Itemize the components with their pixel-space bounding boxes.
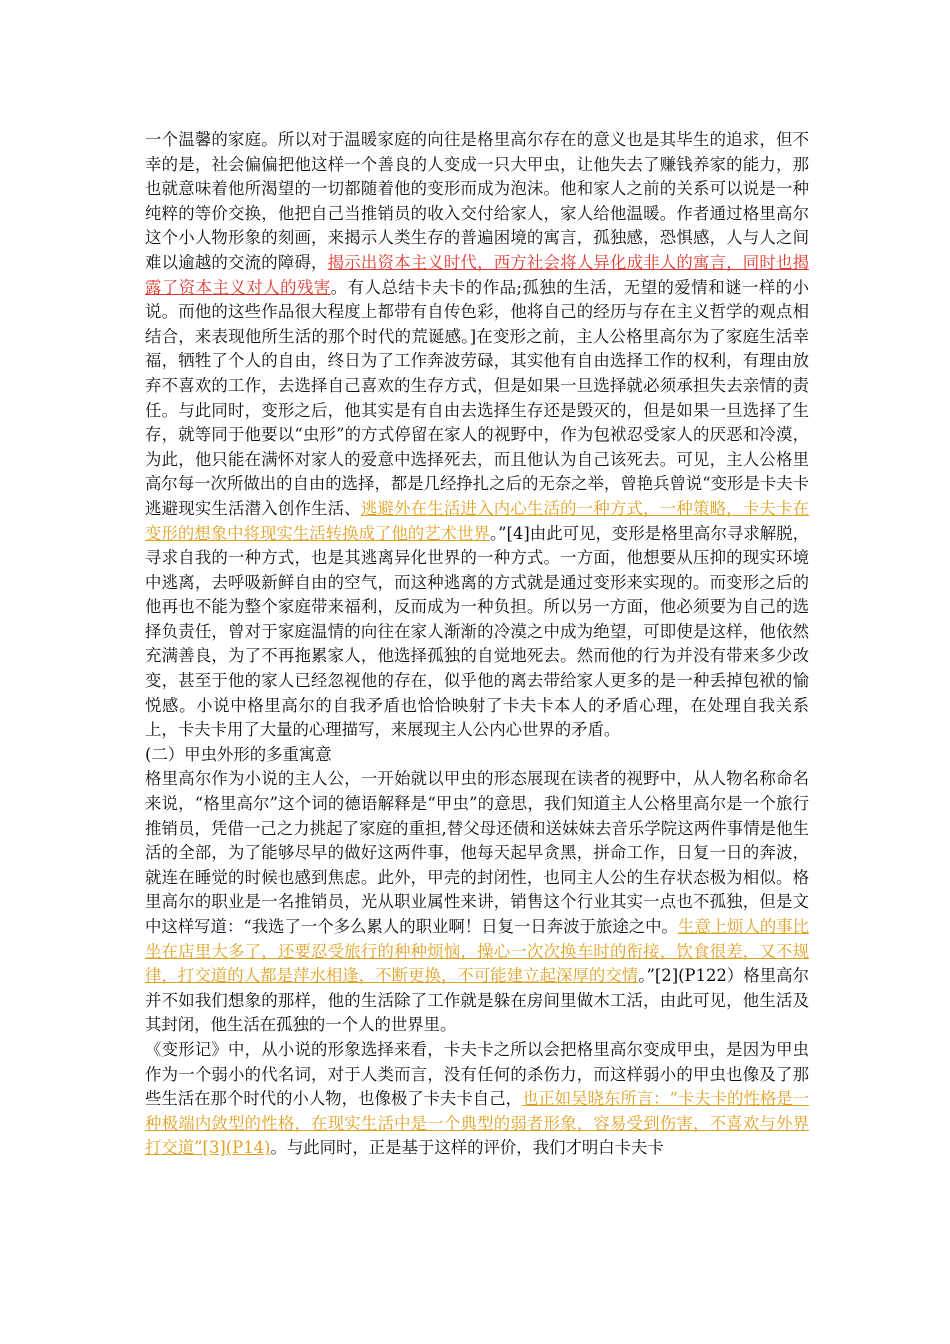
heading-text: (二）甲虫外形的多重寓意 xyxy=(145,744,332,764)
paragraph-1 xyxy=(145,128,809,743)
paragraph-2 xyxy=(145,767,809,1038)
highlight-gold-quote: 生意上烦人的事比坐在店里大多了，还要忍受旅行的种种烦恼，操心一次次换车时的衔接，饮食很差，又不规律，打交道的人都是萍水相逢，不断更换，不可能建立起深厚的交情 xyxy=(145,917,810,986)
section-heading xyxy=(145,743,809,768)
highlight-red-quote: 揭示出资本主义时代，西方社会将人异化成非人的寓言，同时也揭露了资本主义对人的残害 xyxy=(145,252,810,297)
paragraph-3 xyxy=(145,1038,809,1161)
document-body xyxy=(145,128,809,1161)
text-run: 一个温馨的家庭。所以对于温暖家庭的向往是格里高尔存在的意义也是其毕生的追求，但不幸的是，社会偏偏把他这样一个善良的人变成一只大甲虫，让他失去了赚钱养家的能力，那也就意味着他所渴望的一切都随着他的变形而成为泡沫。他和家人之前的关系可以说是一种纯粹的等价交换，他把自己当推销员的收入交付给家人，家人给他温暖。作者通过格里高尔这个小人物形象的刻画，来揭示人类生存的普遍困境的寓言，孤独感，恐惧感，人与人之间难以逾越的交流的障碍， xyxy=(145,130,809,272)
text-run: 。有人总结卡夫卡的作品;孤独的生活，无望的爱情和谜一样的小说。而他的这些作品很大程度上都带有自传色彩，他将自己的经历与存在主义哲学的观点相结合，来表现他所生活的那个时代的荒诞感。]在变形之前，主人公格里高尔为了家庭生活幸福，牺牲了个人的自由，终日为了工作奔波劳碌，其实他有自由选择工作的权利，有理由放弃不喜欢的工作，去选择自己喜欢的生存方式，但是如果一旦选择就必须承担失去亲情的责任。与此同时，变形之后，他其实是有自由去选择生存还是毁灭的，但是如果一旦选择了生存，就等同于他要以“虫形”的方式停留在家人的视野中，作为包袱忍受家人的厌恶和冷漠，为此，他只能在满怀对家人的爱意中选择死去，而且他认为自己该死去。可见，主人公格里高尔每一次所做出的自由的选择，都是几经挣扎之后的无奈之举，曾艳兵曾说“变形是卡夫卡逃避现实生活潜入创作生活、 xyxy=(145,277,810,518)
text-run: 。与此同时，正是基于这样的评价，我们才明白卡夫卡 xyxy=(270,1138,664,1158)
text-run: 《变形记》中，从小说的形象选择来看，卡夫卡之所以会把格里高尔变成甲虫，是因为甲虫作为一个弱小的代名词，对于人类而言，没有任何的杀伤力，而这样弱小的甲虫也像及了那些生活在那个时代的小人物，也像极了卡夫卡自己， xyxy=(145,1039,809,1109)
highlight-gold-quote: 也正如吴晓东所言：“卡夫卡的性格是一种极端内敛型的性格，在现实生活中是一个典型的弱者形象，容易受到伤害，不喜欢与外界打交道”[3](P14) xyxy=(145,1089,810,1158)
text-run: 格里高尔作为小说的主人公，一开始就以甲虫的形态展现在读者的视野中，从人物名称命名来说，“格里高尔”这个词的德语解释是“甲虫”的意思，我们知道主人公格里高尔是一个旅行推销员，凭借一己之力挑起了家庭的重担,替父母还债和送妹妹去音乐学院这两件事情是他生活的全部，为了能够尽早的做好这两件事，他每天起早贪黑，拼命工作，日复一日的奔波，就连在睡觉的时候也感到焦虑。此外，甲壳的封闭性，也同主人公的生存状态极为相似。格里高尔的职业是一名推销员，光从职业属性来讲，销售这个行业其实一点也不孤独，但是文中这样写道：“我选了一个多么累人的职业啊！日复一日奔波于旅途之中。 xyxy=(145,769,809,936)
text-run: 。”[4]由此可见，变形是格里高尔寻求解脱，寻求自我的一种方式，也是其逃离异化世界的一种方式。一方面，他想要从压抑的现实环境中逃离，去呼吸新鲜自由的空气，而这种逃离的方式就是通过变形来实现的。而变形之后的他再也不能为整个家庭带来福利，反而成为一种负担。所以另一方面，他必须要为自己的选择负责任，曾对于家庭温情的向往在家人渐渐的冷漠之中成为绝望，可即使是这样，他依然充满善良，为了不再拖累家人，他选择孤独的自觉地死去。然而他的行为并没有带来多少改变，甚至于他的家人已经忽视他的存在，似乎他的离去带给家人更多的是一种丢掉包袱的愉悦感。小说中格里高尔的自我矛盾也恰恰映射了卡夫卡本人的矛盾心理，在处理自我关系上，卡夫卡用了大量的心理描写，来展现主人公内心世界的矛盾。 xyxy=(145,523,809,740)
highlight-gold-quote: 逃避外在生活进入内心生活的一种方式，一种策略，卡夫卡在变形的想象中将现实生活转换成了他的艺术世界 xyxy=(145,498,810,543)
text-run: 。”[2](P122）格里高尔并不如我们想象的那样，他的生活除了工作就是躲在房间里做木工活，由此可见，他生活及其封闭，他生活在孤独的一个人的世界里。 xyxy=(145,966,810,1035)
